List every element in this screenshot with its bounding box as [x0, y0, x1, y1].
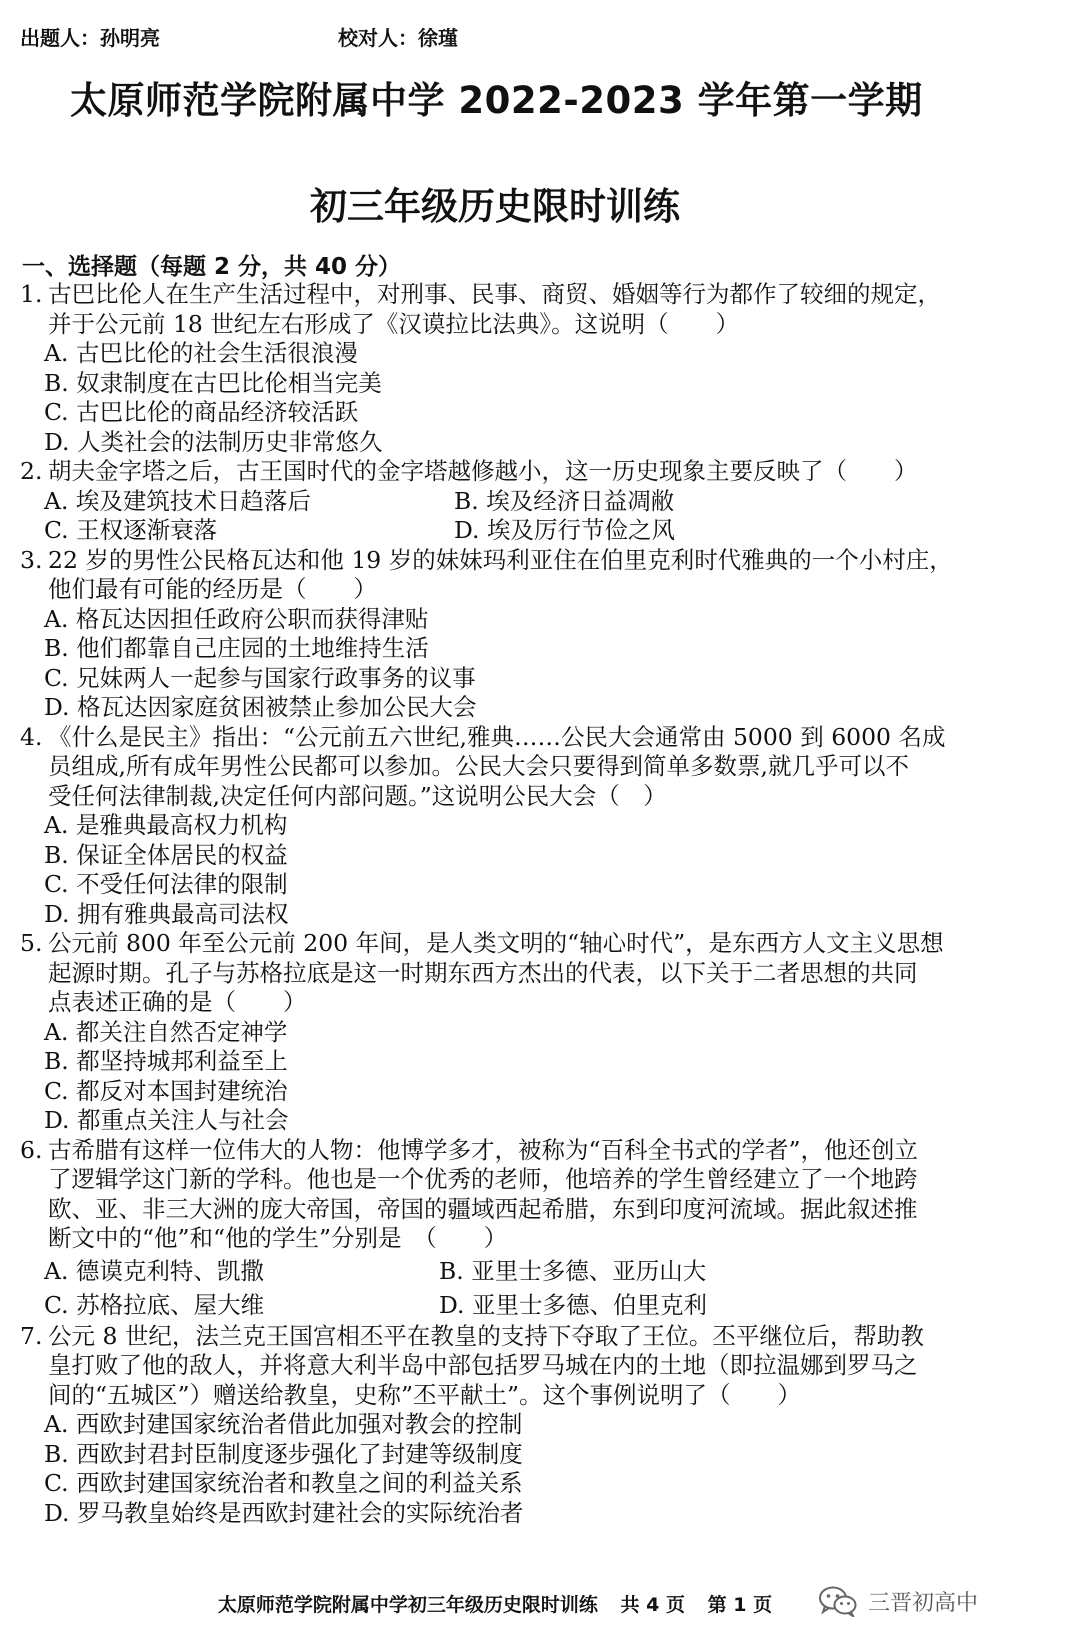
option-a: A. 埃及建筑技术日趋落后	[44, 486, 311, 515]
option-d: D. 亚里士多德、伯里克利	[439, 1290, 707, 1319]
option-a: A. 格瓦达因担任政府公职而获得津贴	[44, 604, 429, 633]
question-7	[20, 1322, 1010, 1529]
question-6	[20, 1136, 1010, 1322]
question-stem-line: 公元 8 世纪，法兰克王国宫相丕平在教皇的支持下夺取了王位。丕平继位后，帮助教	[48, 1321, 924, 1350]
option-b: B. 埃及经济日益凋敝	[454, 486, 675, 515]
option-a: A. 古巴比伦的社会生活很浪漫	[44, 339, 358, 367]
footer-page-number: 第 1 页	[707, 1594, 773, 1616]
question-number: 3.	[20, 545, 43, 574]
option-d: D. 格瓦达因家庭贫困被禁止参加公民大会	[44, 693, 477, 721]
question-number: 2.	[20, 457, 43, 485]
question-stem-line: 他们最有可能的经历是（ ）	[48, 575, 377, 603]
watermark-text: 三晋初高中	[868, 1590, 979, 1616]
question-stem-line: 《什么是民主》指出：“公元前五六世纪,雅典……公民大会通常由 5000 到 6000 名成	[48, 722, 946, 751]
question-2	[20, 457, 1010, 546]
option-b: B. 亚里士多德、亚历山大	[439, 1256, 707, 1285]
option-c: C. 不受任何法律的限制	[44, 870, 288, 898]
question-number: 4.	[20, 722, 43, 751]
question-stem-line: 胡夫金字塔之后，古王国时代的金字塔越修越小，这一历史现象主要反映了（ ）	[48, 457, 918, 485]
question-number: 1.	[20, 280, 43, 308]
option-b: B. 他们都靠自己庄园的土地维持生活	[44, 634, 429, 662]
option-d: D. 人类社会的法制历史非常悠久	[44, 427, 383, 456]
question-4	[20, 723, 1010, 930]
question-stem-line: 了逻辑学这门新的学科。他也是一个优秀的老师，他培养的学生曾经建立了一个地跨	[48, 1165, 918, 1193]
option-c: C. 西欧封建国家统治者和教皇之间的利益关系	[44, 1469, 523, 1497]
option-a: A. 德谟克利特、凯撒	[44, 1256, 264, 1285]
question-list	[20, 280, 1010, 1528]
option-b: B. 保证全体居民的权益	[44, 840, 288, 869]
option-a: A. 西欧封建国家统治者借此加强对教会的控制	[44, 1410, 523, 1438]
question-stem-line: 公元前 800 年至公元前 200 年间，是人类文明的“轴心时代”，是东西方人文主义思想	[48, 929, 944, 957]
watermark	[818, 1585, 978, 1617]
page-subtitle: 初三年级历史限时训练	[310, 185, 680, 228]
option-d: D. 拥有雅典最高司法权	[44, 899, 289, 928]
question-stem-line: 点表述正确的是（ ）	[48, 988, 307, 1016]
question-stem-line: 欧、亚、非三大洲的庞大帝国，帝国的疆域西起希腊，东到印度河流域。据此叙述推	[48, 1194, 918, 1223]
option-c: C. 古巴比伦的商品经济较活跃	[44, 398, 359, 426]
option-a: A. 都关注自然否定神学	[44, 1017, 288, 1046]
checker-label: 校对人：徐瑾	[338, 26, 458, 50]
setter-label: 出题人：孙明亮	[20, 26, 160, 50]
footer-total-pages: 共 4 页	[620, 1594, 685, 1616]
question-stem-line: 古希腊有这样一位伟大的人物：他博学多才，被称为“百科全书式的学者”，他还创立	[48, 1135, 919, 1164]
question-5	[20, 929, 1010, 1136]
question-stem-line: 断文中的“他”和“他的学生”分别是 （ ）	[48, 1224, 508, 1252]
option-c: C. 都反对本国封建统治	[44, 1076, 288, 1105]
option-d: D. 都重点关注人与社会	[44, 1106, 289, 1134]
question-stem-line: 皇打败了他的敌人，并将意大利半岛中部包括罗马城在内的土地（即拉温娜到罗马之	[48, 1351, 918, 1379]
question-stem-line: 间的“五城区”）赠送给教皇，史称”丕平献土”。这个事例说明了（ ）	[48, 1380, 802, 1409]
option-d: D. 罗马教皇始终是西欧封建社会的实际统治者	[44, 1498, 524, 1527]
question-stem-line: 员组成,所有成年男性公民都可以参加。公民大会只要得到简单多数票,就几乎可以不	[48, 752, 909, 780]
footer-title: 太原师范学院附属中学初三年级历史限时训练	[217, 1594, 598, 1616]
question-stem-line: 古巴比伦人在生产生活过程中，对刑事、民事、商贸、婚姻等行为都作了较细的规定，	[48, 280, 941, 308]
option-a: A. 是雅典最高权力机构	[44, 811, 288, 839]
option-c: C. 苏格拉底、屋大维	[44, 1290, 265, 1319]
question-stem-line: 受任何法律制裁,决定任何内部问题。”这说明公民大会（ ）	[48, 781, 667, 810]
section-heading: 一、选择题（每题 2 分，共 40 分）	[22, 254, 402, 280]
question-1	[20, 280, 1010, 457]
option-b: B. 奴隶制度在古巴比伦相当完美	[44, 368, 382, 397]
question-number: 6.	[20, 1135, 43, 1164]
question-number: 5.	[20, 929, 43, 957]
option-b: B. 都坚持城邦利益至上	[44, 1047, 288, 1075]
question-number: 7.	[20, 1321, 43, 1350]
question-stem-line: 起源时期。孔子与苏格拉底是这一时期东西方杰出的代表，以下关于二者思想的共同	[48, 958, 918, 987]
option-d: D. 埃及厉行节俭之风	[454, 516, 675, 544]
question-3	[20, 546, 1010, 723]
question-stem-line: 并于公元前 18 世纪左右形成了《汉谟拉比法典》。这说明（ ）	[48, 309, 740, 338]
option-c: C. 兄妹两人一起参与国家行政事务的议事	[44, 663, 476, 692]
page-title: 太原师范学院附属中学 2022-2023 学年第一学期	[70, 79, 923, 122]
question-stem-line: 22 岁的男性公民格瓦达和他 19 岁的妹妹玛利亚住在伯里克利时代雅典的一个小村庄，	[48, 545, 953, 574]
wechat-icon	[818, 1585, 858, 1617]
option-c: C. 王权逐渐衰落	[44, 516, 218, 544]
option-b: B. 西欧封君封臣制度逐步强化了封建等级制度	[44, 1439, 523, 1468]
